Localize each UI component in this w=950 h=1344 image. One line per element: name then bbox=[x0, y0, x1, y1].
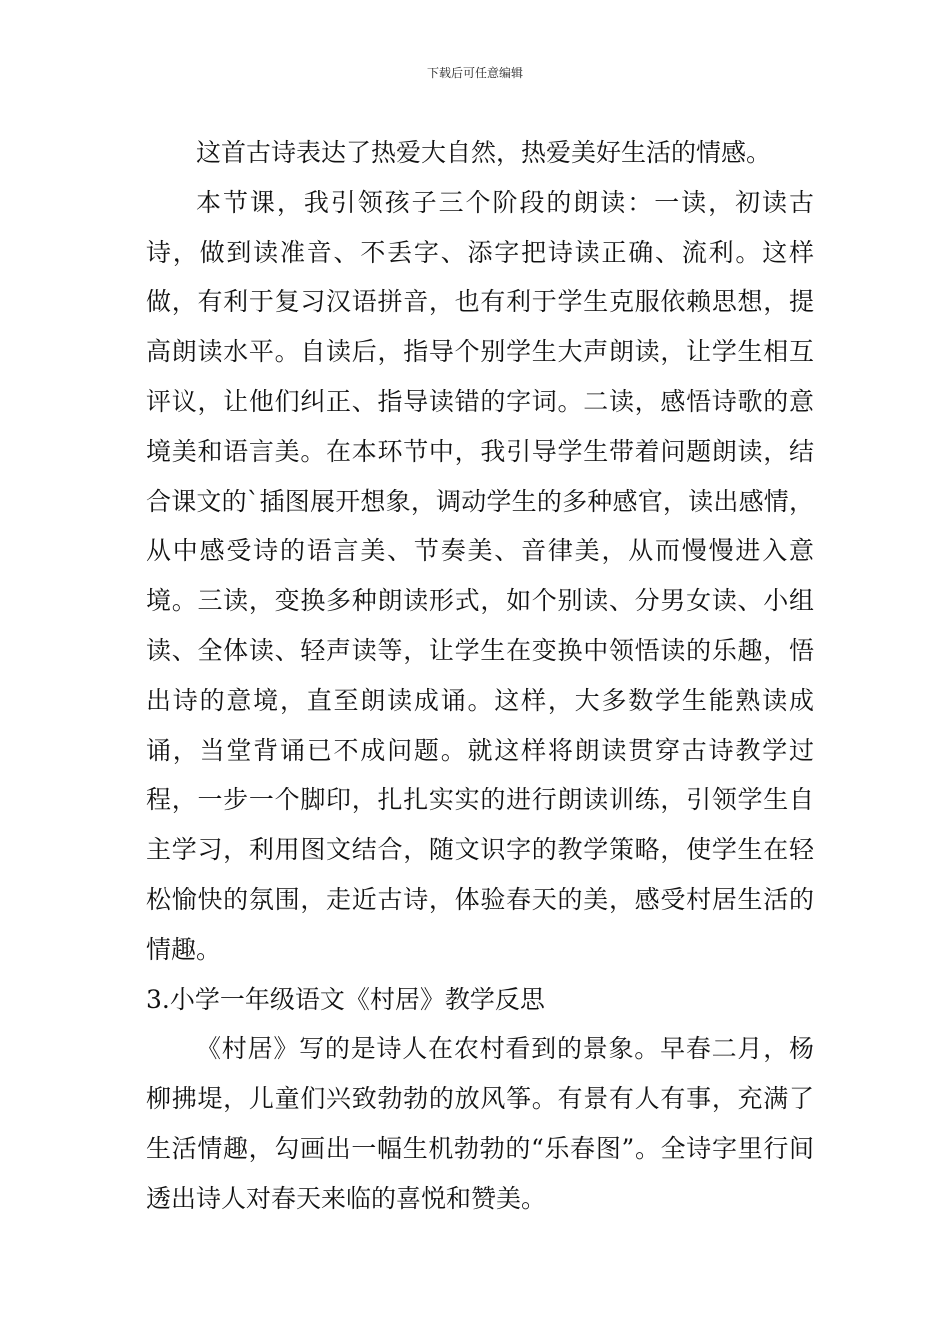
section-heading: 3.小学一年级语文《村居》教学反思 bbox=[146, 984, 545, 1014]
page-header-note: 下载后可任意编辑 bbox=[426, 66, 523, 80]
document-body bbox=[146, 128, 814, 1224]
paragraph-cunju-reflection: 《村居》写的是诗人在农村看到的景象。早春二月，杨柳拂堤，儿童们兴致勃勃的放风筝。有景有人有事，充满了生活情趣，勾画出一幅生机勃勃的“乐春图”。全诗字里行间透出诗人对春天来临的喜悦和赞美。 bbox=[146, 1034, 814, 1213]
paragraph-reading-stages: 本节课，我引领孩子三个阶段的朗读：一读，初读古诗，做到读准音、不丢字、添字把诗读正确、流利。这样做，有利于复习汉语拼音，也有利于学生克服依赖思想，提高朗读水平。自读后，指导个别学生大声朗读，让学生相互评议，让他们纠正、指导读错的字词。二读，感悟诗歌的意境美和语言美。在本环节中，我引导学生带着问题朗读，结合课文的`插图展开想象，调动学生的多种感官，读出感情，从中感受诗的语言美、节奏美、音律美，从而慢慢进入意境。三读，变换多种朗读形式，如个别读、分男女读、小组读、全体读、轻声读等，让学生在变换中领悟读的乐趣，悟出诗的意境，直至朗读成诵。这样，大多数学生能熟读成诵，当堂背诵已不成问题。就这样将朗读贯穿古诗教学过程，一步一个脚印，扎扎实实的进行朗读训练，引领学生自主学习，利用图文结合，随文识字的教学策略，使学生在轻松愉快的氛围，走近古诗，体验春天的美，感受村居生活的情趣。 bbox=[146, 187, 814, 964]
paragraph-summary: 这首古诗表达了热爱大自然，热爱美好生活的情感。 bbox=[196, 138, 772, 167]
